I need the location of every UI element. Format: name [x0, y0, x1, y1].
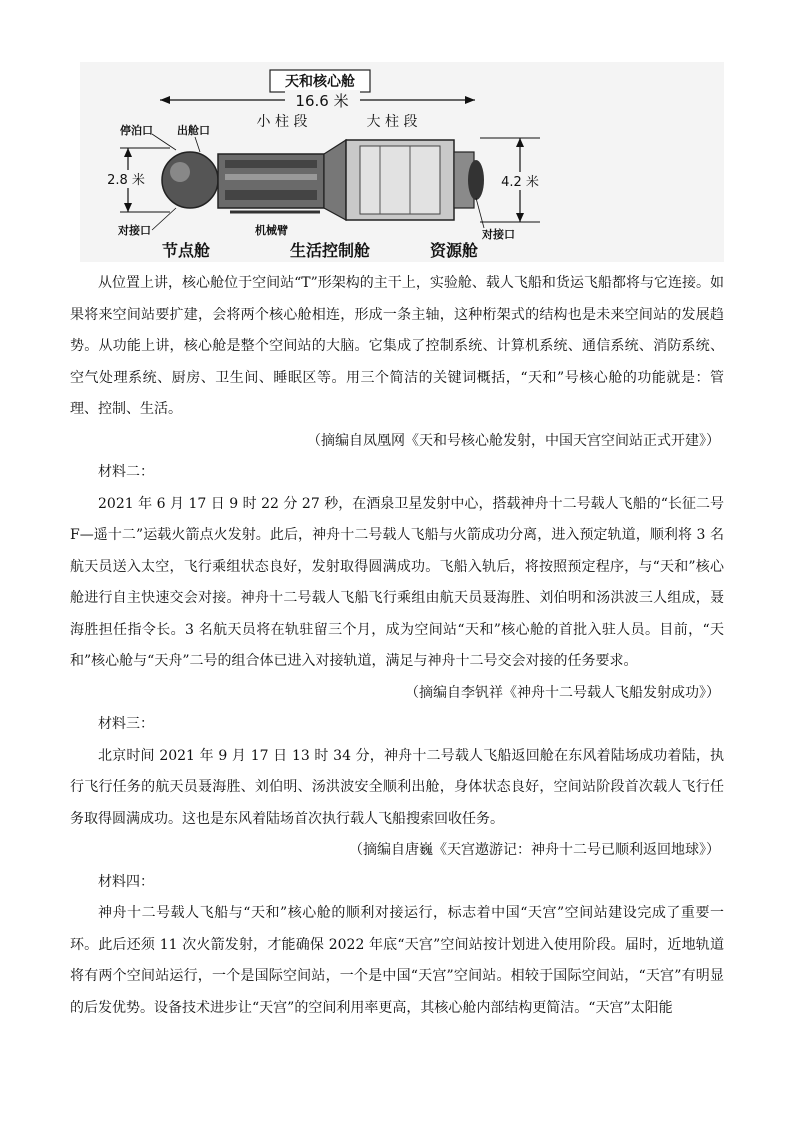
- resource-cabin-label: 资源舱: [430, 241, 479, 260]
- material-2-label: 材料二：: [98, 464, 154, 480]
- paragraph-3: 北京时间 2021 年 9 月 17 日 13 时 34 分，神舟十二号载人飞船返回舱在东风着陆场成功着陆，执行飞行任务的航天员聂海胜、刘伯明、汤洪波安全顺利出舱，身体状态良好，空间站阶段首次载人飞行任务取得圆满成功。这也是东风着陆场首次执行载人飞船搜索回收任务。: [70, 747, 724, 827]
- tianhe-core-module-diagram: [80, 62, 724, 262]
- material-4-label: 材料四：: [98, 873, 154, 890]
- source-3: （摘编自唐巍《天宫遨游记：神舟十二号已顺利返回地球》）: [349, 842, 720, 858]
- source-2: （摘编自李钒祥《神舟十二号载人飞船发射成功》）: [405, 684, 720, 701]
- small-section-label: 小 柱 段: [256, 114, 308, 130]
- figure-title: 天和核心舱: [285, 74, 355, 90]
- paragraph-4: 神舟十二号载人飞船与“天和”核心舱的顺利对接运行，标志着中国“天宫”空间站建设完成了重要一环。此后还须 11 次火箭发射，才能确保 2022 年底“天宫”空间站按计划进入使用阶段。届时，近地轨道将有两个空间站运行，一个是国际空间站，一个是中国“天宫”空间站。相较于国际空间站，“天宫”有明显的后发优势。设备技术进步让“天宫”的空间利用率更高，其核心舱内部结构更简洁。“天宫”太阳能: [70, 905, 724, 1016]
- large-diameter-label: 4.2 米: [501, 175, 539, 190]
- length-label: 16.6 米: [295, 92, 349, 110]
- source-1: （摘编自凤凰网《天和号核心舱发射，中国天宫空间站正式开建》）: [307, 432, 720, 449]
- docking-port-left-label: 对接口: [118, 224, 151, 237]
- small-diameter-label: 2.8 米: [107, 173, 145, 188]
- berthing-port-label: 停泊口: [120, 124, 153, 137]
- life-control-cabin-label: 生活控制舱: [290, 241, 371, 260]
- body-text: [70, 268, 724, 1024]
- large-section-label: 大 柱 段: [366, 114, 418, 130]
- robot-arm-label: 机械臂: [255, 224, 288, 237]
- material-3-label: 材料三：: [98, 716, 154, 732]
- node-cabin-label: 节点舱: [162, 241, 211, 260]
- exit-hatch-label: 出舱口: [177, 124, 210, 137]
- paragraph-2: 2021 年 6 月 17 日 9 时 22 分 27 秒，在酒泉卫星发射中心，搭载神舟十二号载人飞船的“长征二号 F—遥十二”运载火箭点火发射。此后，神舟十二号载人飞船与火箭成功分离，进入预定轨道，顺利将 3 名航天员送入太空，飞行乘组状态良好，发射取得圆满成功。飞船入轨后，将按照预定程序，与“天和”核心舱进行自主快速交会对接。神舟十二号载人飞船飞行乘组由航天员聂海胜、刘伯明和汤洪波三人组成，聂海胜担任指令长。3 名航天员将在轨驻留三个月，成为空间站“天和”核心舱的首批入驻人员。目前，“天和”核心舱与“天舟”二号的组合体已进入对接轨道，满足与神舟十二号交会对接的任务要求。: [70, 495, 724, 669]
- docking-port-right-label: 对接口: [482, 228, 515, 241]
- paragraph-1: 从位置上讲，核心舱位于空间站“T”形架构的主干上，实验舱、载人飞船和货运飞船都将与它连接。如果将来空间站要扩建，会将两个核心舱相连，形成一条主轴，这种桁架式的结构也是未来空间站的发展趋势。从功能上讲，核心舱是整个空间站的大脑。它集成了控制系统、计算机系统、通信系统、消防系统、空气处理系统、厨房、卫生间、睡眠区等。用三个简洁的关键词概括，“天和”号核心舱的功能就是：管理、控制、生活。: [70, 275, 724, 417]
